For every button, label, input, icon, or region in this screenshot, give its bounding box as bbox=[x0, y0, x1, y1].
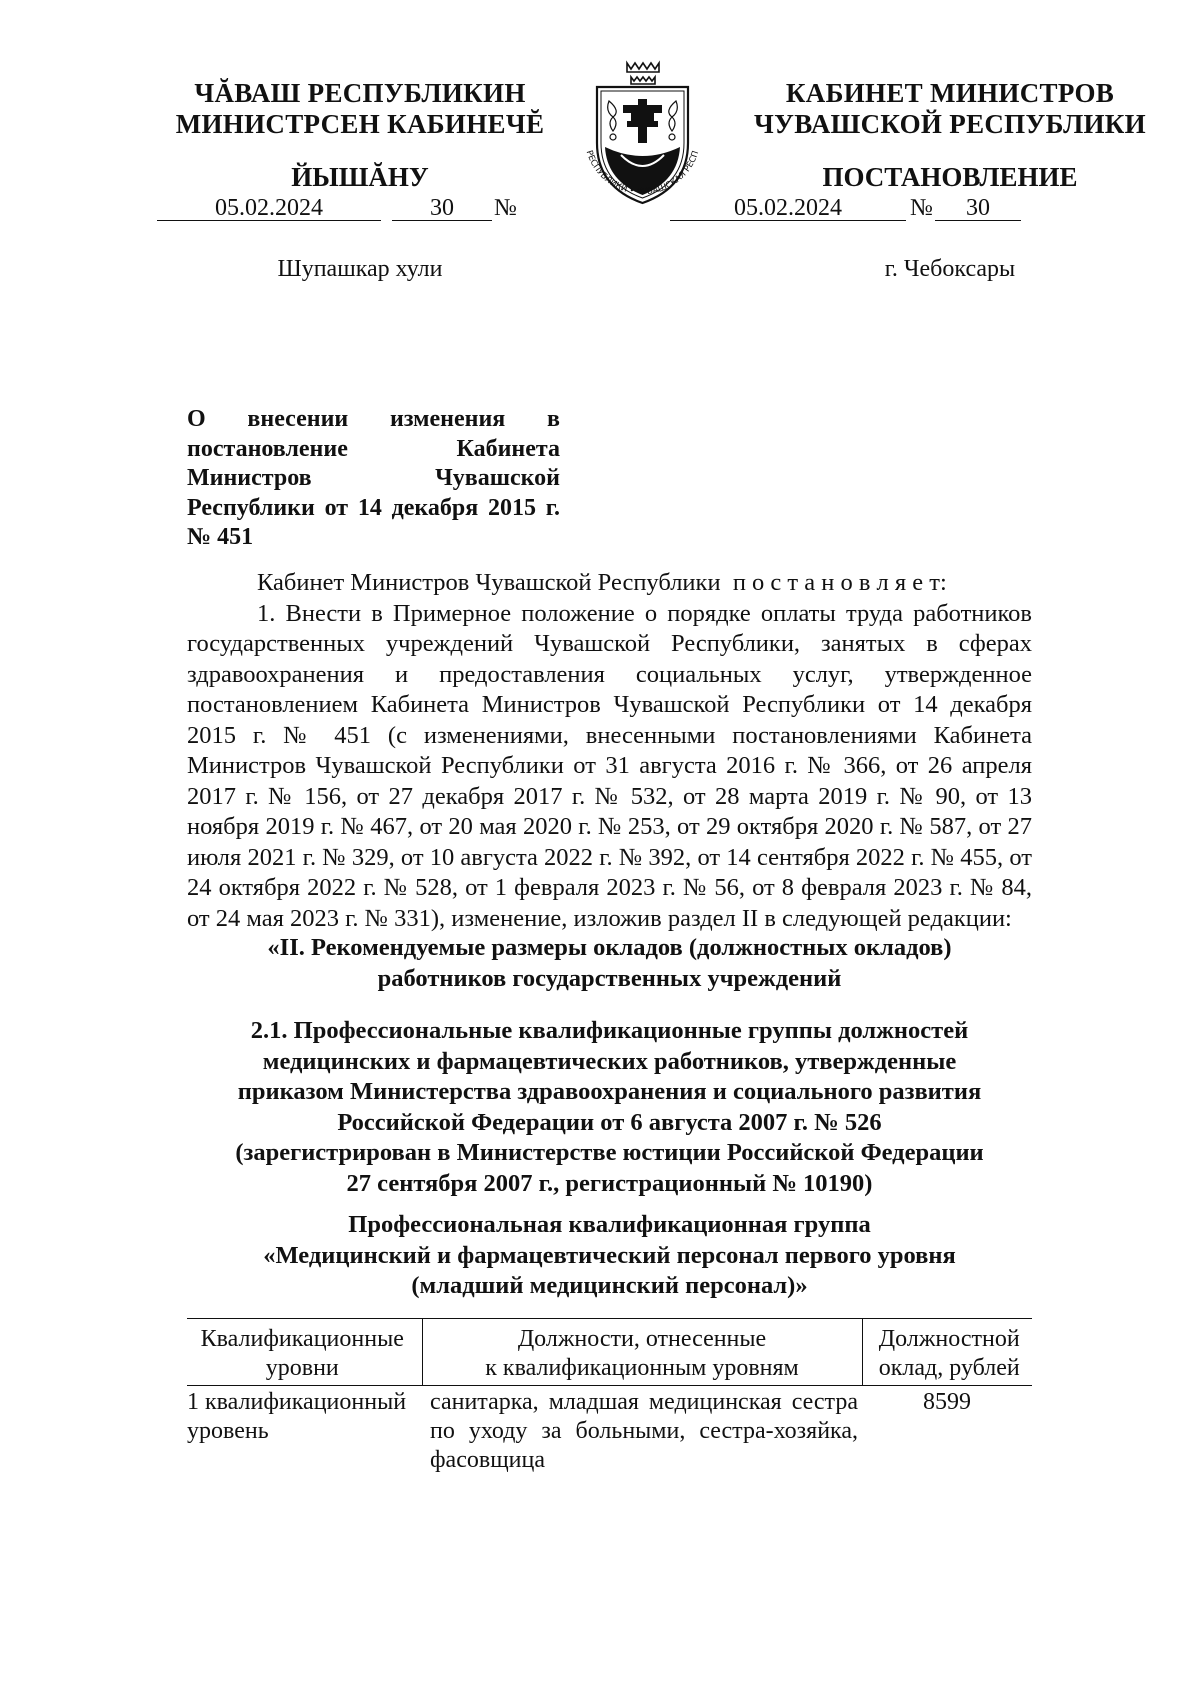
right-date: 05.02.2024 bbox=[734, 195, 842, 221]
paragraph-1: 1. Внести в Примерное положение о порядке оплаты труда работников государственных учреждений Чувашской Республики, занятых в сферах здравоохранения и предоставления социальных услуг, утвержденное постановлением Кабинета Министров Чувашской Республики от 14 декабря 2015 г. № 451 (с изменениями, внесенными постановлениями Кабинета Министров Чувашской Республики от 31 августа 2016 г. № 366, от 26 апреля 2017 г. № 156, от 27 декабря 2017 г. № 532, от 28 марта 2019 г. № 90, от 13 ноября 2019 г. № 467, от 20 мая 2020 г. № 253, от 29 октября 2020 г. № 587, от 27 июля 2021 г. № 329, от 10 августа 2022 г. № 392, от 14 сентября 2022 г. № 455, от 24 октября 2022 г. № 528, от 1 февраля 2023 г. № 56, от 8 февраля 2023 г. № 84, от 24 мая 2023 г. № 331), изменение, изложив раздел II в следующей редакции: bbox=[187, 599, 1032, 932]
right-city: г. Чебоксары bbox=[884, 256, 1016, 282]
left-doc-type: ЙЫШĂНУ bbox=[291, 162, 429, 192]
group-heading-line-1: Профессиональная квалификационная группа bbox=[348, 1211, 871, 1238]
subsection-heading-line-2: медицинских и фармацевтических работников, утвержденные bbox=[262, 1047, 957, 1075]
table-row bbox=[187, 1386, 1032, 1476]
document-subject: О внесении изменения в постановление Кабинета Министров Чувашской Республики от 14 декабря 2015 г. № 451 bbox=[187, 406, 560, 550]
subsection-heading-line-5: (зарегистрирован в Министерстве юстиции Российской Федерации bbox=[235, 1139, 984, 1166]
preamble bbox=[187, 568, 1032, 599]
subsection-heading bbox=[187, 1016, 1032, 1199]
subsection-heading-line-3: приказом Министерства здравоохранения и социального развития bbox=[237, 1078, 982, 1105]
section-heading bbox=[187, 933, 1032, 994]
qualification-levels-table bbox=[187, 1318, 1032, 1475]
left-number: 30 bbox=[430, 195, 454, 221]
left-org-line-2: МИНИСТРСЕН КАБИНЕЧĔ bbox=[175, 109, 545, 139]
preamble-verb: п о с т а н о в л я е т: bbox=[732, 569, 947, 596]
left-city: Шупашкар хули bbox=[277, 256, 443, 282]
right-number: 30 bbox=[966, 195, 990, 221]
chuvash-emblem-icon bbox=[565, 55, 720, 210]
group-heading bbox=[187, 1210, 1032, 1302]
left-org-line-1: ЧĂВАШ РЕСПУБЛИКИН bbox=[194, 78, 526, 108]
header-salary: Должностной оклад, рублей bbox=[862, 1319, 1032, 1386]
group-heading-line-2: «Медицинский и фармацевтический персонал первого уровня bbox=[263, 1241, 956, 1269]
right-number-sign: № bbox=[910, 195, 933, 221]
preamble-lead: Кабинет Министров Чувашской Республики bbox=[257, 569, 721, 596]
subsection-heading-line-1: 2.1. Профессиональные квалификационные группы должностей bbox=[250, 1017, 969, 1044]
row-salary: 8599 bbox=[923, 1389, 971, 1415]
right-org-line-2: ЧУВАШСКОЙ РЕСПУБЛИКИ bbox=[754, 109, 1146, 139]
right-doc-type: ПОСТАНОВЛЕНИЕ bbox=[822, 162, 1078, 192]
left-date: 05.02.2024 bbox=[215, 195, 323, 221]
emblem-ring-text: РЕСПУБЛИКИ • ЧУВАШСКАЯ РЕСП bbox=[583, 149, 702, 198]
row-positions: санитарка, младшая медицинская сестра по уходу за больными, сестра-хозяйка, фасовщица bbox=[430, 1389, 858, 1473]
left-number-sign: № bbox=[494, 195, 517, 221]
subsection-heading-line-4: Российской Федерации от 6 августа 2007 г. № 526 bbox=[337, 1108, 882, 1136]
right-org-line-1: КАБИНЕТ МИНИСТРОВ bbox=[785, 78, 1115, 108]
left-org-name bbox=[160, 78, 560, 140]
document-body bbox=[187, 568, 1032, 934]
table-header-row bbox=[187, 1319, 1032, 1386]
subsection-heading-line-6: 27 сентября 2007 г., регистрационный № 10190) bbox=[346, 1169, 873, 1197]
group-heading-line-3: (младший медицинский персонал)» bbox=[411, 1272, 808, 1299]
header-positions: Должности, отнесенные к квалификационным уровням bbox=[422, 1319, 862, 1386]
row-level: 1 квалификационный уровень bbox=[187, 1389, 407, 1444]
right-org-name bbox=[730, 78, 1170, 140]
section-heading-line-2: работников государственных учреждений bbox=[377, 964, 842, 992]
section-heading-line-1: «II. Рекомендуемые размеры окладов (должностных окладов) bbox=[267, 934, 952, 961]
header-levels: Квалификационные уровни bbox=[187, 1319, 422, 1386]
